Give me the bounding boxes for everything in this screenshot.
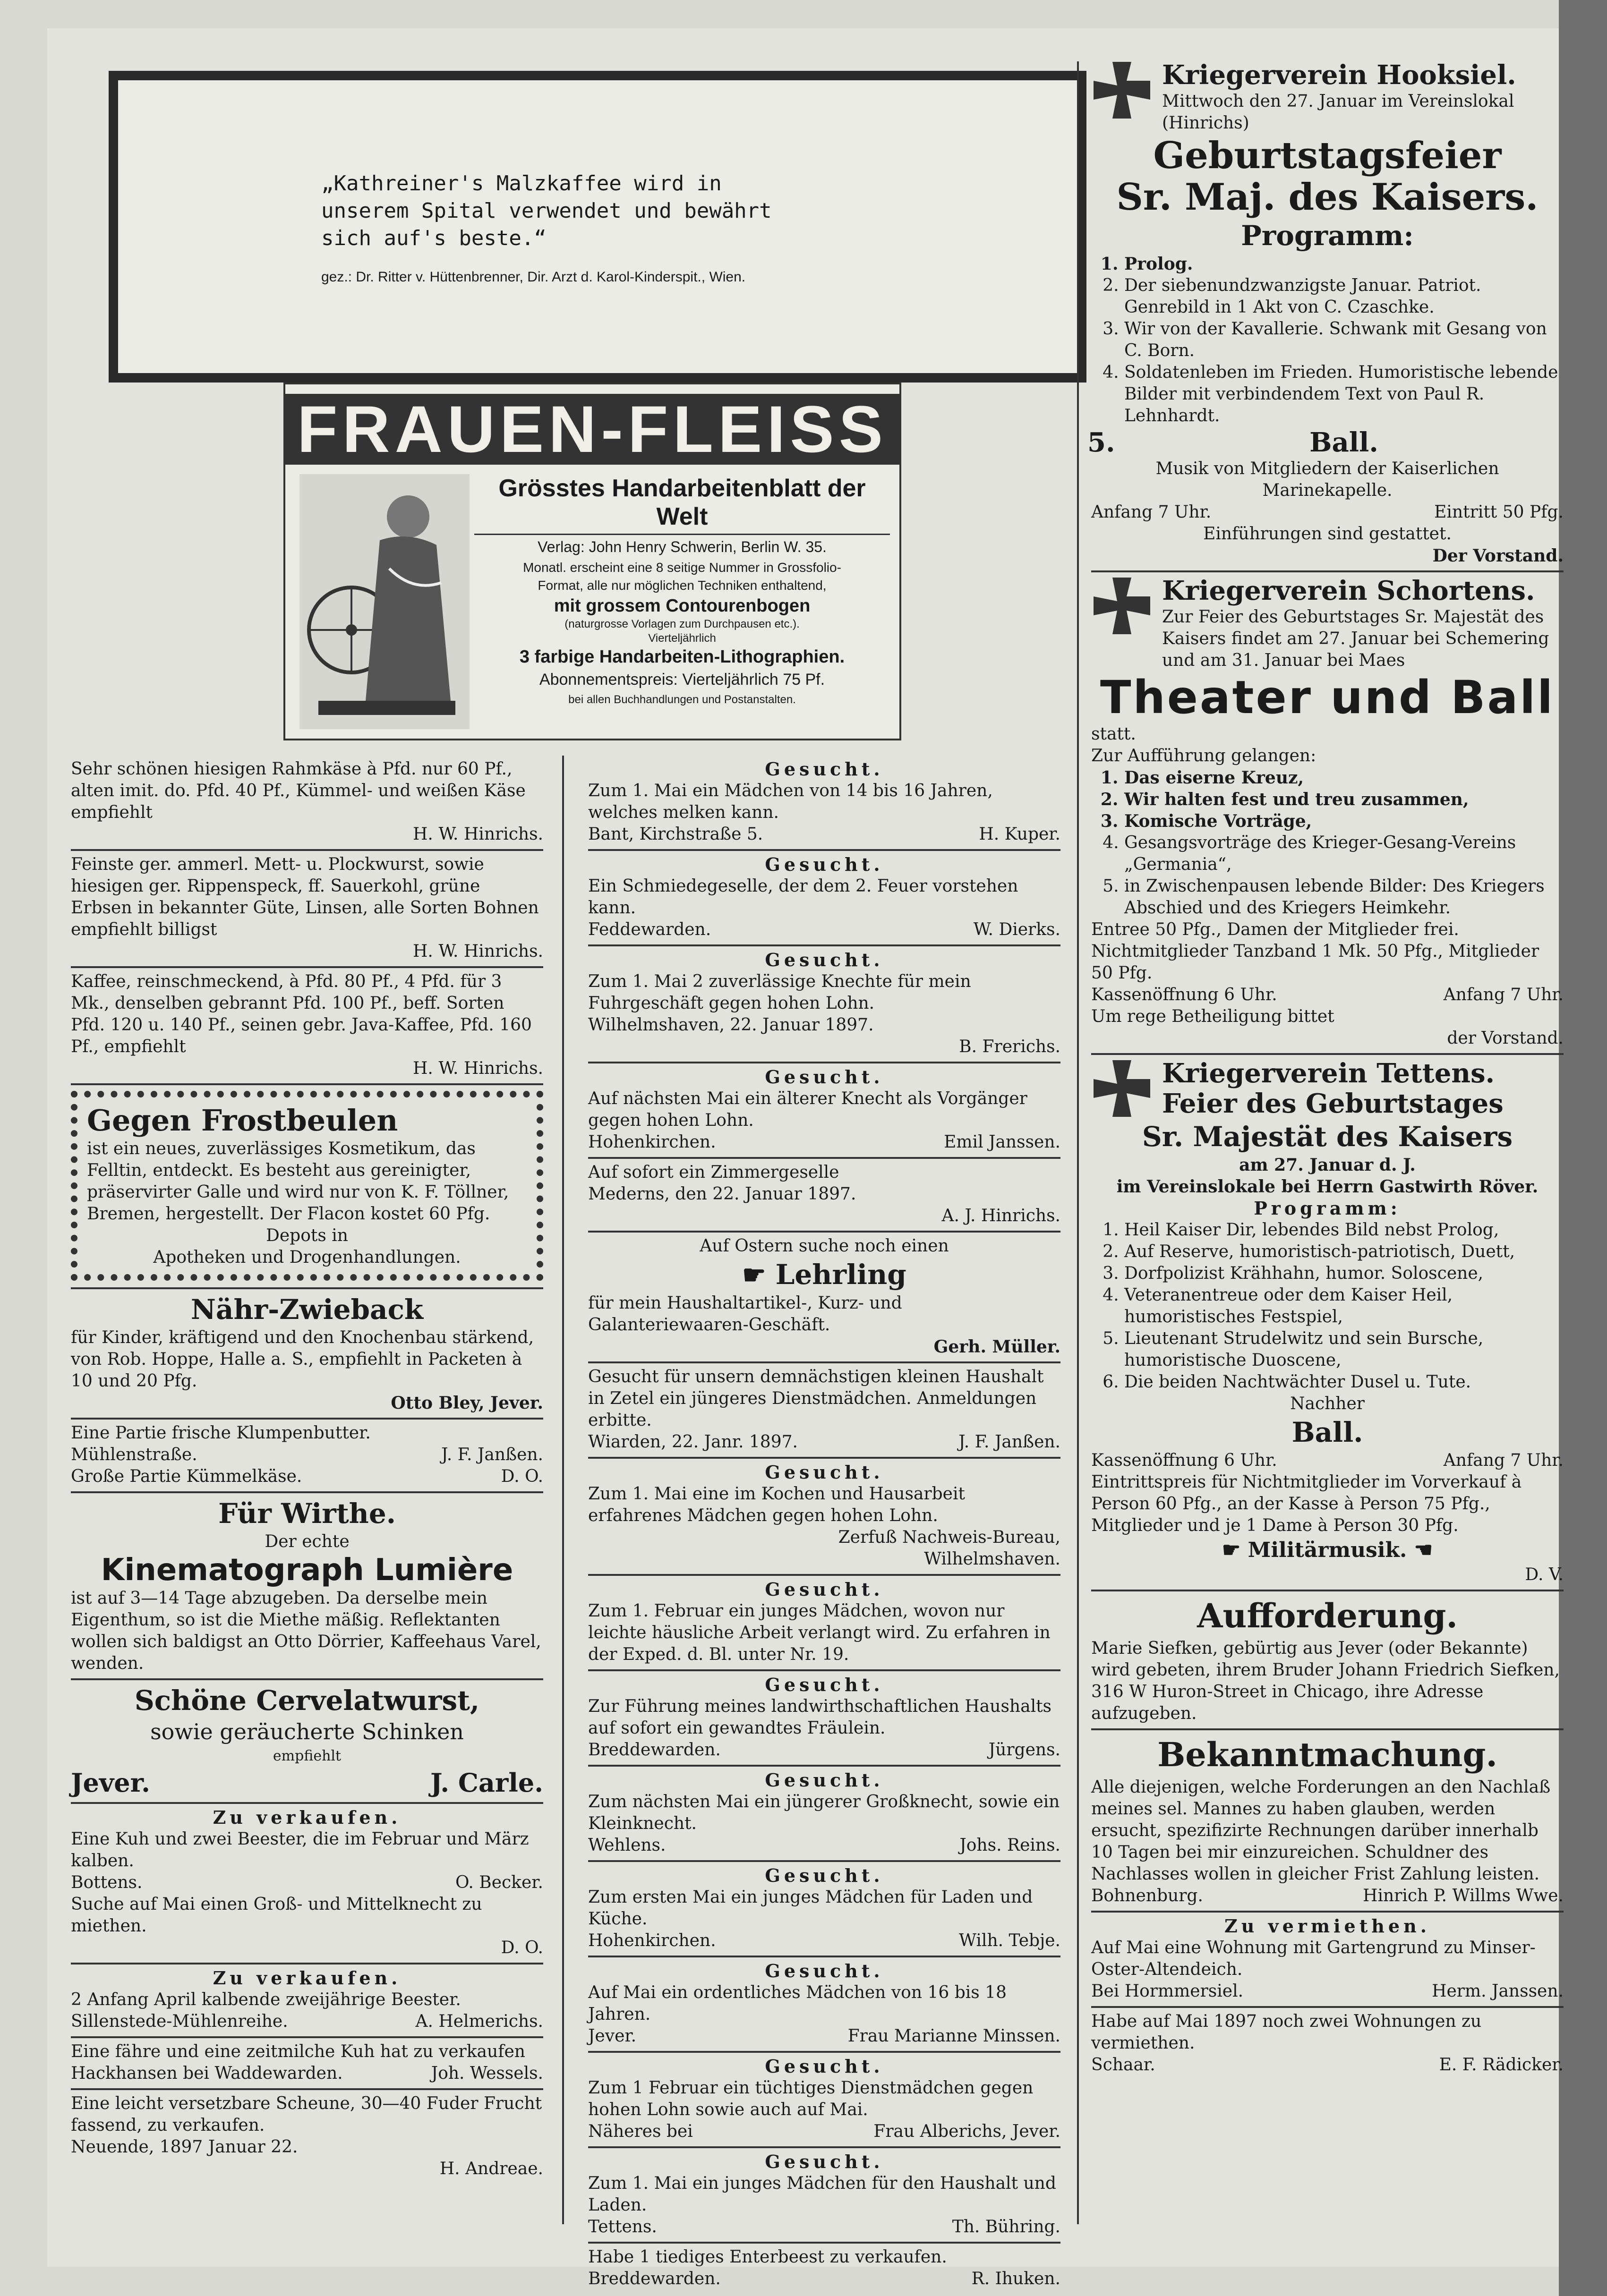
frauen-title: FRAUEN-FLEISS: [285, 394, 899, 465]
ad-text: für Kinder, kräftigend und den Knochenbau stärkend, von Rob. Hoppe, Halle a. S., empfiehlt in Packeten à 10 und 20 Pfg.: [71, 1328, 534, 1391]
ad-signature: Jürgens.: [988, 1740, 1060, 1760]
ad-naehr-zwieback: [71, 1289, 543, 1420]
ad-verkaufen-beester: [71, 1964, 543, 2038]
ad-signature: Hinrich P. Willms Wwe.: [1363, 1886, 1564, 1905]
ad-place: Jever.: [71, 1768, 150, 1798]
ad-text: Kaffee, reinschmeckend, à Pfd. 80 Pf., 4 Pfd. für 3 Mk., denselben gebrannt Pfd. 100 Pf., beff. Sorten Pfd. 120 u. 140 Pf., seinen gebr. Java-Kaffee, Pfd. 160 Pf., empfiehlt: [71, 972, 532, 1056]
pointing-hand-icon: ☛: [742, 1259, 766, 1291]
ad-text: ist auf 3—14 Tage abzugeben. Da derselbe mein Eigenthum, so ist die Miethe mäßig. Reflektanten wollen sich baldigst an Otto Dörrier, Kaffeehaus Varel, wenden.: [71, 1589, 541, 1673]
ad-klumpenbutter: [71, 1420, 543, 1493]
frauen-line: bei allen Buchhandlungen und Postanstalten.: [568, 693, 796, 706]
frauen-fleiss-ad: [283, 383, 901, 740]
program-item: 2. Auf Reserve, humoristisch-patriotisch, Duett,: [1124, 1241, 1564, 1263]
program-item: 1. Das eiserne Kreuz,: [1124, 767, 1564, 789]
program-item: 3. Dorfpolizist Krähhahn, humor. Soloscene,: [1124, 1263, 1564, 1284]
ad-text: für mein Haushaltartikel-, Kurz- und Galanteriewaaren-Geschäft.: [588, 1293, 902, 1335]
frauen-line: Monatl. erscheint eine 8 seitige Nummer in Grossfolio-: [523, 560, 841, 575]
dotted-frame: [71, 1091, 543, 1281]
ad-music: [1091, 1538, 1564, 1563]
ad-ball: Ball.: [1291, 1416, 1363, 1448]
iron-cross-icon: [1091, 60, 1153, 121]
ad-title: Bekanntmachung.: [1157, 1735, 1497, 1774]
frauen-line: mit grossem Contourenbogen: [554, 596, 811, 616]
ad-signature: H. W. Hinrichs.: [413, 942, 543, 961]
ad-kuh: [71, 2038, 543, 2090]
ad-text: ist ein neues, zuverlässiges Kosmetikum, das Felltin, entdeckt. Es besteht aus gereinigter, präservirter Galle und wird nur von K. F. Töllner, Bremen, hergestellt. Der Flacon kostet 60 Pfg.: [87, 1139, 509, 1224]
ad-place: Wiarden, 22. Janr. 1897.: [588, 1432, 798, 1452]
ad-signature: Th. Bühring.: [952, 2217, 1060, 2236]
program-heading: Programm:: [1254, 1198, 1401, 1219]
ad-line: empfiehlt: [273, 1748, 342, 1764]
ad-signature: Wilhelmshaven.: [924, 1549, 1060, 1569]
ad-open: Kassenöffnung 6 Uhr.: [1091, 985, 1277, 1004]
ad-text: Mittwoch den 27. Januar im Vereinslokal (Hinrichs): [1162, 92, 1514, 133]
ad-headline: Sr. Majestät des Kaisers: [1142, 1121, 1513, 1153]
ad-dienstmaedchen: [588, 1363, 1060, 1459]
woman-at-spinning-wheel-illustration: [299, 474, 470, 729]
ad-kriegerverein-hooksiel: [1091, 57, 1564, 572]
ad-place: Wilhelmshaven, 22. Januar 1897.: [588, 1015, 874, 1035]
ad-line: Depots in: [266, 1226, 348, 1245]
program-item: 2. Wir halten fest und treu zusammen,: [1124, 789, 1564, 810]
program-item: 2. Der siebenundzwanzigste Januar. Patriot. Genrebild in 1 Akt von C. Czaschke.: [1124, 275, 1564, 318]
ad-start: Anfang 7 Uhr.: [1091, 502, 1212, 522]
ad-line: Auf Ostern suche noch einen: [700, 1236, 949, 1256]
column-2: [588, 756, 1060, 2288]
ad-signature: der Vorstand.: [1447, 1029, 1564, 1048]
ad-place: Mühlenstraße.: [71, 1445, 197, 1464]
ad-text: Auf Mai ein ordentliches Mädchen von 16 bis 18 Jahren.: [588, 1983, 1007, 2024]
ad-text: Zum 1 Februar ein tüchtiges Dienstmädchen gegen hohen Lohn sowie auch auf Mai.: [588, 2078, 1034, 2119]
ad-title: Aufforderung.: [1197, 1596, 1458, 1635]
ad-signature: Herm. Janssen.: [1432, 1981, 1564, 2001]
ad-open: Kassenöffnung 6 Uhr.: [1091, 1451, 1277, 1470]
program-item: 5. Ball.: [1124, 427, 1564, 458]
ad-signature: H. Kuper.: [979, 825, 1060, 844]
frauen-line: Vierteljährlich: [648, 632, 716, 645]
ad-line: Apotheken und Drogenhandlungen.: [153, 1248, 461, 1267]
quote-text: [321, 170, 772, 252]
program-item: 3. Wir von der Kavallerie. Schwank mit Gesang von C. Born.: [1124, 318, 1564, 362]
column-rule: [562, 756, 564, 2224]
pointing-hand-icon: ☛: [1222, 1538, 1241, 1562]
ad-entry: Eintritt 50 Pfg.: [1434, 502, 1564, 522]
iron-cross-icon: [1091, 575, 1153, 637]
ad-heading: Gesucht.: [765, 2151, 884, 2172]
ad-signature: Otto Bley, Jever.: [391, 1393, 543, 1413]
kathreiner-quote-ad: [109, 71, 1086, 383]
ad-text: Zur Führung meines landwirthschaftlichen Haushalts auf sofort ein gewandtes Fräulein.: [588, 1697, 1052, 1738]
ad-title: Schöne Cervelatwurst,: [134, 1684, 480, 1717]
ad-headline: Sr. Maj. des Kaisers.: [1116, 176, 1539, 219]
ad-heading: Gesucht.: [765, 1960, 884, 1981]
ad-heading: Zu verkaufen.: [213, 1807, 402, 1828]
ad-place: Hackhansen bei Waddewarden.: [71, 2064, 343, 2083]
ad-place: Sillenstede-Mühlenreihe.: [71, 2012, 288, 2031]
ad-scheune: [71, 2090, 543, 2180]
ad-enterbeest: [588, 2244, 1060, 2290]
ad-text: Zum 1. Februar ein junges Mädchen, wovon nur leichte häusliche Arbeit verlangt wird. Zu erfahren in der Exped. d. Bl. unter Nr. 19.: [588, 1601, 1051, 1664]
ad-signature: H. Andreae.: [439, 2159, 543, 2178]
ad-zu-vermiethen: [1091, 1913, 1564, 2008]
ad-gesucht: [588, 1459, 1060, 1576]
ad-music-text: Militärmusik.: [1248, 1538, 1407, 1562]
quote-signature: gez.: Dr. Ritter v. Hüttenbrenner, Dir. Arzt d. Karol-Kinderspit., Wien.: [321, 269, 746, 285]
ad-headline: Feier des Geburtstages: [1162, 1088, 1504, 1119]
ad-signature: A. J. Hinrichs.: [941, 1206, 1060, 1225]
program-item: 4. Veteranentreue oder dem Kaiser Heil, humoristisches Festspiel,: [1124, 1284, 1564, 1328]
ad-place: Mederns, den 22. Januar 1897.: [588, 1184, 856, 1204]
ad-place: Bohnenburg.: [1091, 1886, 1203, 1905]
ad-gesucht: [588, 1862, 1060, 1957]
ad-title-text: Lehrling: [775, 1259, 906, 1291]
ad-text: Eine Kuh und zwei Beester, die im Februar und März kalben.: [71, 1829, 529, 1871]
ad-signature: B. Frerichs.: [959, 1037, 1060, 1056]
ad-gesucht: [588, 756, 1060, 851]
ad-signature: J. Carle.: [430, 1768, 543, 1798]
ad-place: Wehlens.: [588, 1836, 666, 1855]
ad-bekanntmachung: [1091, 1730, 1564, 1913]
ad-place: Feddewarden.: [588, 920, 711, 939]
ad-text: Auf nächsten Mai ein älterer Knecht als Vorgänger gegen hohen Lohn.: [588, 1089, 1027, 1130]
ad-signature: Zerfuß Nachweis-Bureau,: [838, 1528, 1060, 1547]
ad-gesucht: [588, 2053, 1060, 2148]
ad-signature: Frau Alberichs, Jever.: [873, 2122, 1060, 2141]
program-item: 6. Die beiden Nachtwächter Dusel u. Tute.: [1124, 1371, 1564, 1393]
program-item: 4. Gesangsvorträge des Krieger-Gesang-Vereins „Germania“,: [1124, 832, 1564, 876]
ad-place: Bant, Kirchstraße 5.: [588, 825, 763, 844]
program-item: 1. Prolog.: [1124, 253, 1564, 275]
ad-text: Entree 50 Pfg., Damen der Mitglieder frei. Nichtmitglieder Tanzband 1 Mk. 50 Pfg., Mitglieder 50 Pfg.: [1091, 920, 1539, 983]
column-3: [1091, 57, 1564, 2224]
ad-heading: Gesucht.: [765, 1066, 884, 1088]
ad-signature: E. F. Rädicker.: [1439, 2055, 1564, 2075]
ad-mettwurst: [71, 851, 543, 968]
frauen-line: Abonnementspreis: Vierteljährlich 75 Pf.: [539, 671, 825, 689]
ad-place: Hohenkirchen.: [588, 1931, 716, 1950]
ad-text: Sehr schönen hiesigen Rahmkäse à Pfd. nur 60 Pf., alten imit. do. Pfd. 40 Pf., Kümmel- und weißen Käse empfiehlt: [71, 759, 526, 822]
ad-place: Bottens.: [71, 1873, 143, 1892]
ad-heading: Gesucht.: [765, 758, 884, 780]
column-rule: [1077, 61, 1079, 2224]
ad-signature: Wilh. Tebje.: [959, 1931, 1060, 1950]
frauen-publisher: Verlag: John Henry Schwerin, Berlin W. 35.: [538, 538, 827, 555]
ad-gesucht: [588, 1671, 1060, 1767]
ad-gesucht: [588, 1957, 1060, 2053]
ad-verkaufen-kuh: [71, 1804, 543, 1964]
quote-line: sich auf's beste.“: [321, 226, 547, 250]
ad-text: Zum nächsten Mai ein jüngerer Großknecht, sowie ein Kleinknecht.: [588, 1792, 1060, 1833]
ad-place: Bei Hormmersiel.: [1091, 1981, 1244, 2001]
ad-signature: Joh. Wessels.: [431, 2064, 543, 2083]
ad-headline: Geburtstagsfeier: [1153, 134, 1502, 177]
program-item: 5. in Zwischenpausen lebende Bilder: Des Kriegers Abschied und des Kriegers Heimkehr.: [1124, 876, 1564, 919]
ad-text: Auf Mai eine Wohnung mit Gartengrund zu Minser-Oster-Altendeich.: [1091, 1938, 1536, 1979]
ad-heading: Gesucht.: [765, 1674, 884, 1695]
ad-signature: D. O.: [501, 1467, 543, 1486]
ad-title: [588, 1258, 1060, 1292]
ad-lehrling: [588, 1233, 1060, 1363]
ad-signature: Johs. Reins.: [959, 1836, 1060, 1855]
ad-signature: D. O.: [501, 1938, 543, 1957]
iron-cross-icon: [1091, 1058, 1153, 1119]
ad-signature: Gerh. Müller.: [933, 1337, 1060, 1357]
frauen-subtitle: Grösstes Handarbeitenblatt der Welt: [474, 474, 890, 535]
ad-text: Zum 1. Mai 2 zuverlässige Knechte für mein Fuhrgeschäft gegen hohen Lohn.: [588, 972, 971, 1013]
ad-frostbeulen: [71, 1085, 543, 1289]
ad-text: Habe 1 tiediges Enterbeest zu verkaufen.: [588, 2247, 947, 2267]
ad-heading: Zu verkaufen.: [213, 1967, 402, 1989]
ad-gesucht: [588, 1063, 1060, 1159]
ad-heading: Gesucht.: [765, 2056, 884, 2077]
ad-signature: W. Dierks.: [973, 920, 1060, 939]
ad-signature: H. W. Hinrichs.: [413, 825, 543, 844]
ad-gesucht: [588, 1767, 1060, 1862]
ad-line: sowie geräucherte Schinken: [150, 1719, 464, 1744]
ad-heading: Gesucht.: [765, 1462, 884, 1483]
ad-text: Eintrittspreis für Nichtmitglieder im Vorverkauf à Person 60 Pfg., an der Kasse à Person 75 Pfg., Mitglieder und je 1 Dame à Person 30 Pfg.: [1091, 1472, 1522, 1535]
ad-signature: A. Helmerichs.: [415, 2012, 543, 2031]
ad-text: Marie Siefken, gebürtig aus Jever (oder Bekannte) wird gebeten, ihrem Bruder Johann Friedrich Siefken, 316 W Huron-Street in Chicago, ihre Adresse aufzugeben.: [1091, 1639, 1560, 1723]
ad-gesucht: [588, 1576, 1060, 1671]
ad-kinematograph: [71, 1493, 543, 1680]
ad-start: Anfang 7 Uhr.: [1443, 985, 1564, 1004]
ad-title: Gegen Frostbeulen: [87, 1103, 398, 1138]
ad-kriegerverein-schortens: [1091, 572, 1564, 1055]
ad-title: Für Wirthe.: [218, 1497, 396, 1530]
ad-gesucht: [588, 2148, 1060, 2244]
ad-place: Breddewarden.: [588, 2269, 721, 2288]
pointing-hand-icon: ☚: [1414, 1538, 1433, 1562]
ad-text: Auf sofort ein Zimmergeselle: [588, 1163, 839, 1182]
ad-gesucht: [588, 851, 1060, 946]
frauen-line: Format, alle nur möglichen Techniken enthaltend,: [538, 578, 827, 593]
ad-signature: J. F. Janßen.: [441, 1445, 543, 1464]
ad-text: Habe auf Mai 1897 noch zwei Wohnungen zu vermiethen.: [1091, 2012, 1482, 2053]
ad-signature: D. V.: [1525, 1565, 1564, 1584]
ad-start: Anfang 7 Uhr.: [1443, 1451, 1564, 1470]
ad-heading: Gesucht.: [765, 949, 884, 970]
ad-text: Um rege Betheiligung bittet: [1091, 1007, 1334, 1026]
ad-text: Eine fähre und eine zeitmilche Kuh hat zu verkaufen: [71, 2042, 525, 2061]
ad-date: am 27. Januar d. J.: [1239, 1155, 1416, 1175]
ad-signature: Frau Marianne Minssen.: [847, 2026, 1060, 2046]
ad-title: Kriegerverein Hooksiel.: [1162, 60, 1516, 91]
program-item: 1. Heil Kaiser Dir, lebendes Bild nebst Prolog,: [1124, 1219, 1564, 1241]
ad-text: Eine leicht versetzbare Scheune, 30—40 Fuder Frucht fassend, zu verkaufen.: [71, 2094, 542, 2135]
ad-kaffee: [71, 968, 543, 1085]
ad-text: Große Partie Kümmelkäse.: [71, 1467, 302, 1486]
ad-heading: Gesucht.: [765, 1769, 884, 1791]
ad-text: 2 Anfang April kalbende zweijährige Beester.: [71, 1990, 461, 2009]
ad-heading: Gesucht.: [765, 1865, 884, 1886]
ad-text: Feinste ger. ammerl. Mett- u. Plockwurst, sowie hiesigen ger. Rippenspeck, ff. Sauerkohl, grüne Erbsen in bekannter Güte, Linsen, alle Sorten Bohnen empfiehlt billigst: [71, 855, 539, 939]
ad-text: Gesucht für unsern demnächstigen kleinen Haushalt in Zetel ein jüngeres Dienstmädchen. Anmeldungen erbitte.: [588, 1367, 1044, 1430]
ad-heading: Zu vermiethen.: [1224, 1915, 1430, 1937]
ad-signature: R. Ihuken.: [971, 2269, 1060, 2288]
ad-place: Jever.: [588, 2026, 637, 2046]
ad-headline: Theater und Ball: [1100, 671, 1555, 724]
ad-kriegerverein-tettens: [1091, 1055, 1564, 1591]
ad-heading: Gesucht.: [765, 854, 884, 875]
program-item: 3. Komische Vorträge,: [1124, 810, 1564, 832]
ad-cervelatwurst: [71, 1680, 543, 1804]
ad-text: Zum 1. Mai ein Mädchen von 14 bis 16 Jahren, welches melken kann.: [588, 781, 993, 822]
program-item: 4. Soldatenleben im Frieden. Humoristische lebende Bilder mit verbindendem Text von Paul R. Lehnhardt.: [1124, 362, 1564, 427]
ad-title: Nähr-Zwieback: [190, 1293, 424, 1326]
ad-heading: Gesucht.: [765, 1579, 884, 1600]
ad-text: Zum 1. Mai eine im Kochen und Hausarbeit erfahrenes Mädchen gegen hohen Lohn.: [588, 1484, 965, 1525]
ad-place: Hohenkirchen.: [588, 1132, 716, 1152]
page-edge-shadow: [1559, 0, 1607, 2296]
ad-title: Kriegerverein Schortens.: [1162, 575, 1535, 606]
ad-place: Neuende, 1897 Januar 22.: [71, 2137, 298, 2157]
ad-place: Breddewarden.: [588, 1740, 721, 1760]
ad-text: Zum 1. Mai ein junges Mädchen für den Haushalt und Laden.: [588, 2174, 1056, 2215]
ad-title: Kriegerverein Tettens.: [1162, 1058, 1495, 1089]
ad-gesucht: [588, 946, 1060, 1063]
ad-signature: H. W. Hinrichs.: [413, 1059, 543, 1078]
ad-rahmkaese: [71, 756, 543, 851]
ad-zimmergeselle: [588, 1159, 1060, 1233]
ad-signature: J. F. Janßen.: [958, 1432, 1060, 1452]
program-heading: Programm:: [1241, 220, 1414, 252]
ad-title: Kinematograph Lumière: [101, 1553, 513, 1588]
ad-signature: Emil Janssen.: [944, 1132, 1060, 1152]
ad-place: Schaar.: [1091, 2055, 1155, 2075]
ad-text: Zur Feier des Geburtstages Sr. Majestät des Kaisers findet am 27. Januar bei Schemering und am 31. Januar bei Maes: [1162, 607, 1549, 670]
ad-text: Musik von Mitgliedern der Kaiserlichen Marinekapelle.: [1155, 459, 1499, 500]
frauen-line: (naturgrosse Vorlagen zum Durchpausen etc.).: [564, 618, 800, 630]
quote-line: unserem Spital verwendet und bewährt: [321, 199, 772, 223]
ad-aufforderung: [1091, 1591, 1564, 1730]
program-list: [1091, 767, 1564, 919]
ad-text: Ein Schmiedegeselle, der dem 2. Feuer vorstehen kann.: [588, 876, 1018, 918]
ad-place: im Vereinslokale bei Herrn Gastwirth Röver.: [1116, 1177, 1539, 1197]
ad-text: Einführungen sind gestattet.: [1203, 524, 1452, 544]
ad-wohnungen: [1091, 2008, 1564, 2076]
program-item: 5. Lieutenant Strudelwitz und sein Bursche, humoristische Duoscene,: [1124, 1328, 1564, 1371]
ad-text: Suche auf Mai einen Groß- und Mittelknecht zu miethen.: [71, 1895, 482, 1936]
ad-signature: Der Vorstand.: [1432, 546, 1564, 566]
ad-text: Alle diejenigen, welche Forderungen an den Nachlaß meines sel. Mannes zu haben glauben, werden ersucht, spezifizirte Rechnungen darüber innerhalb 10 Tagen bei mir einzureichen. Schuldner des Nachlasses wollen in gleicher Frist Zahlung leisten.: [1091, 1777, 1551, 1884]
column-1: [71, 756, 543, 2224]
frauen-text: [474, 474, 890, 709]
quote-line: „Kathreiner's Malzkaffee wird in: [321, 171, 722, 196]
program-list: [1091, 253, 1564, 458]
ad-text: statt.: [1091, 724, 1136, 744]
ad-line: Der echte: [265, 1532, 350, 1551]
ad-text: Eine Partie frische Klumpenbutter.: [71, 1423, 371, 1443]
ad-place: Näheres bei: [588, 2122, 693, 2141]
frauen-line: 3 farbige Handarbeiten-Lithographien.: [519, 647, 845, 667]
program-list: [1091, 1219, 1564, 1393]
ad-signature: O. Becker.: [455, 1873, 543, 1892]
ad-text: Zum ersten Mai ein junges Mädchen für Laden und Küche.: [588, 1888, 1033, 1929]
ad-text: Nachher: [1290, 1394, 1365, 1413]
ad-text: Zur Aufführung gelangen:: [1091, 746, 1316, 765]
ad-place: Tettens.: [588, 2217, 657, 2236]
